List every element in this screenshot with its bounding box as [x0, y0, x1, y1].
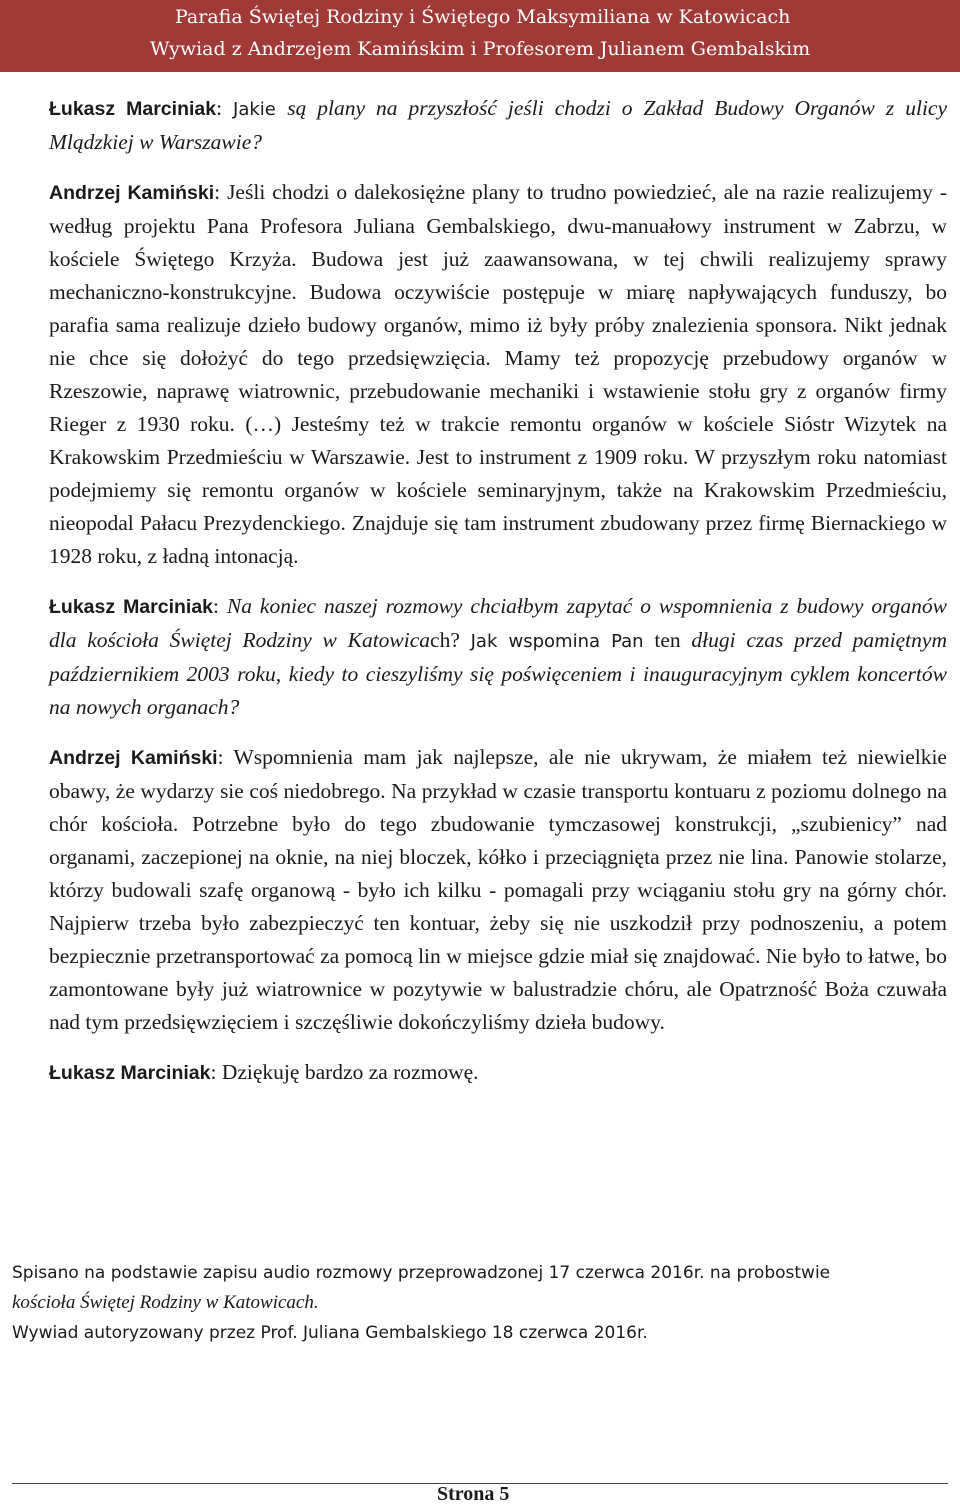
question-text: są plany na przyszłość jeśli chodzi o Zakład Budowy Organów z ulicy Mlądzkiej w Warszawie?	[49, 96, 948, 154]
question-lead: Jakie	[233, 99, 288, 120]
header-parish-title: Parafia Świętej Rodziny i Świętego Maksymiliana w Katowicach	[175, 6, 791, 28]
speaker-colon: :	[214, 180, 228, 204]
transcription-note-line-2	[12, 1288, 947, 1318]
transcription-notes	[12, 1258, 947, 1348]
answer-text: Jeśli chodzi o dalekosiężne plany to trudno powiedzieć, ale na razie realizujemy - według projektu Pana Profesora Juliana Gembalskiego, dwu-manuałowy instrument w Zabrzu, w kościele Świętego Krzyża. Budowa jest już zaawansowana, w tej chwili realizujemy sprawy mechaniczno-konstrukcyjne. Budowa oczywiście postępuje w miarę napływających funduszy, bo parafia sama realizuje dzieło budowy organów, mimo iż były próby znalezienia sponsora. Nikt jednak nie chce się dołożyć do tego przedsięwzięcia. Mamy też propozycję przebudowy organów w Rzeszowie, naprawę wiatrownic, przebudowanie mechaniki i wstawienie stołu gry z organów firmy Rieger z 1930 roku. (…) Jesteśmy też w trakcie remontu organów w kościele Sióstr Wizytek na Krakowskim Przedmieściu w Warszawie. Jest to instrument z 1909 roku. W przyszłym roku natomiast podejmiemy się remontu organów w kościele seminaryjnym, także na Krakowskim Przedmieściu, nieopodal Pałacu Prezydenckiego. Znajduje się tam instrument zbudowany przez firmę Biernackiego w 1928 roku, z ładną intonacją.	[49, 180, 947, 568]
speaker-name: Łukasz Marciniak	[49, 98, 217, 120]
speaker-colon: :	[213, 594, 227, 618]
speaker-colon: :	[217, 745, 234, 769]
interview-body	[49, 92, 947, 1107]
question-text: Na koniec naszej rozmowy chciałbym zapytać o wspomnienia z budowy organów dla kościoła Świętej Rodziny w Katowica	[49, 594, 947, 652]
page-number: Strona 5	[437, 1483, 510, 1505]
answer-paragraph-2	[49, 741, 947, 1039]
speaker-name: Andrzej Kamiński	[49, 747, 218, 769]
question-text-upright-2: ten	[643, 628, 692, 652]
speaker-name: Łukasz Marciniak	[49, 596, 214, 618]
answer-paragraph-1	[49, 176, 947, 573]
closing-text: Dziękuję bardzo za rozmowę.	[221, 1060, 479, 1084]
question-text-sans: Jak wspomina Pan	[470, 631, 644, 652]
question-text-continued: długi czas przed pamiętnym październikiem 2003 roku, kiedy to cieszyliśmy się poświęceniem i inauguracyjnym cyklem koncertów na nowych organach?	[49, 628, 947, 719]
speaker-name: Andrzej Kamiński	[49, 182, 215, 204]
transcription-note-text: Spisano na podstawie zapisu audio rozmowy przeprowadzonej 17 czerwca 2016r. na probostwie	[12, 1263, 831, 1283]
speaker-name: Łukasz Marciniak	[49, 1062, 211, 1084]
speaker-colon: :	[216, 96, 234, 120]
question-text-upright: ch?	[430, 628, 471, 652]
speaker-colon: :	[210, 1060, 222, 1084]
header-interview-title: Wywiad z Andrzejem Kamińskim i Profesorem Julianem Gembalskim	[150, 38, 811, 60]
transcription-note-place: kościoła Świętej Rodziny w Katowicach.	[12, 1292, 319, 1313]
authorization-note: Wywiad autoryzowany przez Prof. Juliana Gembalskiego 18 czerwca 2016r.	[12, 1323, 648, 1343]
answer-text: Wspomnienia mam jak najlepsze, ale nie ukrywam, że miałem też niewielkie obawy, że wydarzy sie coś niedobrego. Na przykład w czasie transportu kontuaru z poziomu dolnego na chór kościoła. Potrzebne było do tego zbudowanie tymczasowej konstrukcji, „szubienicy” nad organami, zaczepionej na oknie, na niej bloczek, kółko i przeciągnięta przez nie lina. Panowie stolarze, którzy budowali szafę organową - było ich kilku - pomagali przy wciąganiu stołu gry na górny chór. Najpierw trzeba było zabezpieczyć ten kontuar, żeby się nie uszkodził przy podnoszeniu, a potem bezpiecznie przetransportować za pomocą lin w miejsce gdzie miał się znajdować. Nie było to łatwe, bo zamontowane były już wiatrownice w pozytywie w balustradzie chóru, ale Opatrzność Boża czuwała nad tym przedsięwzięciem i szczęśliwie dokończyliśmy dzieła budowy.	[49, 745, 947, 1034]
page-header	[0, 0, 960, 72]
question-paragraph-2	[49, 590, 947, 724]
question-paragraph-1	[49, 92, 947, 159]
closing-paragraph	[49, 1056, 947, 1090]
transcription-note-line-1	[12, 1258, 947, 1288]
